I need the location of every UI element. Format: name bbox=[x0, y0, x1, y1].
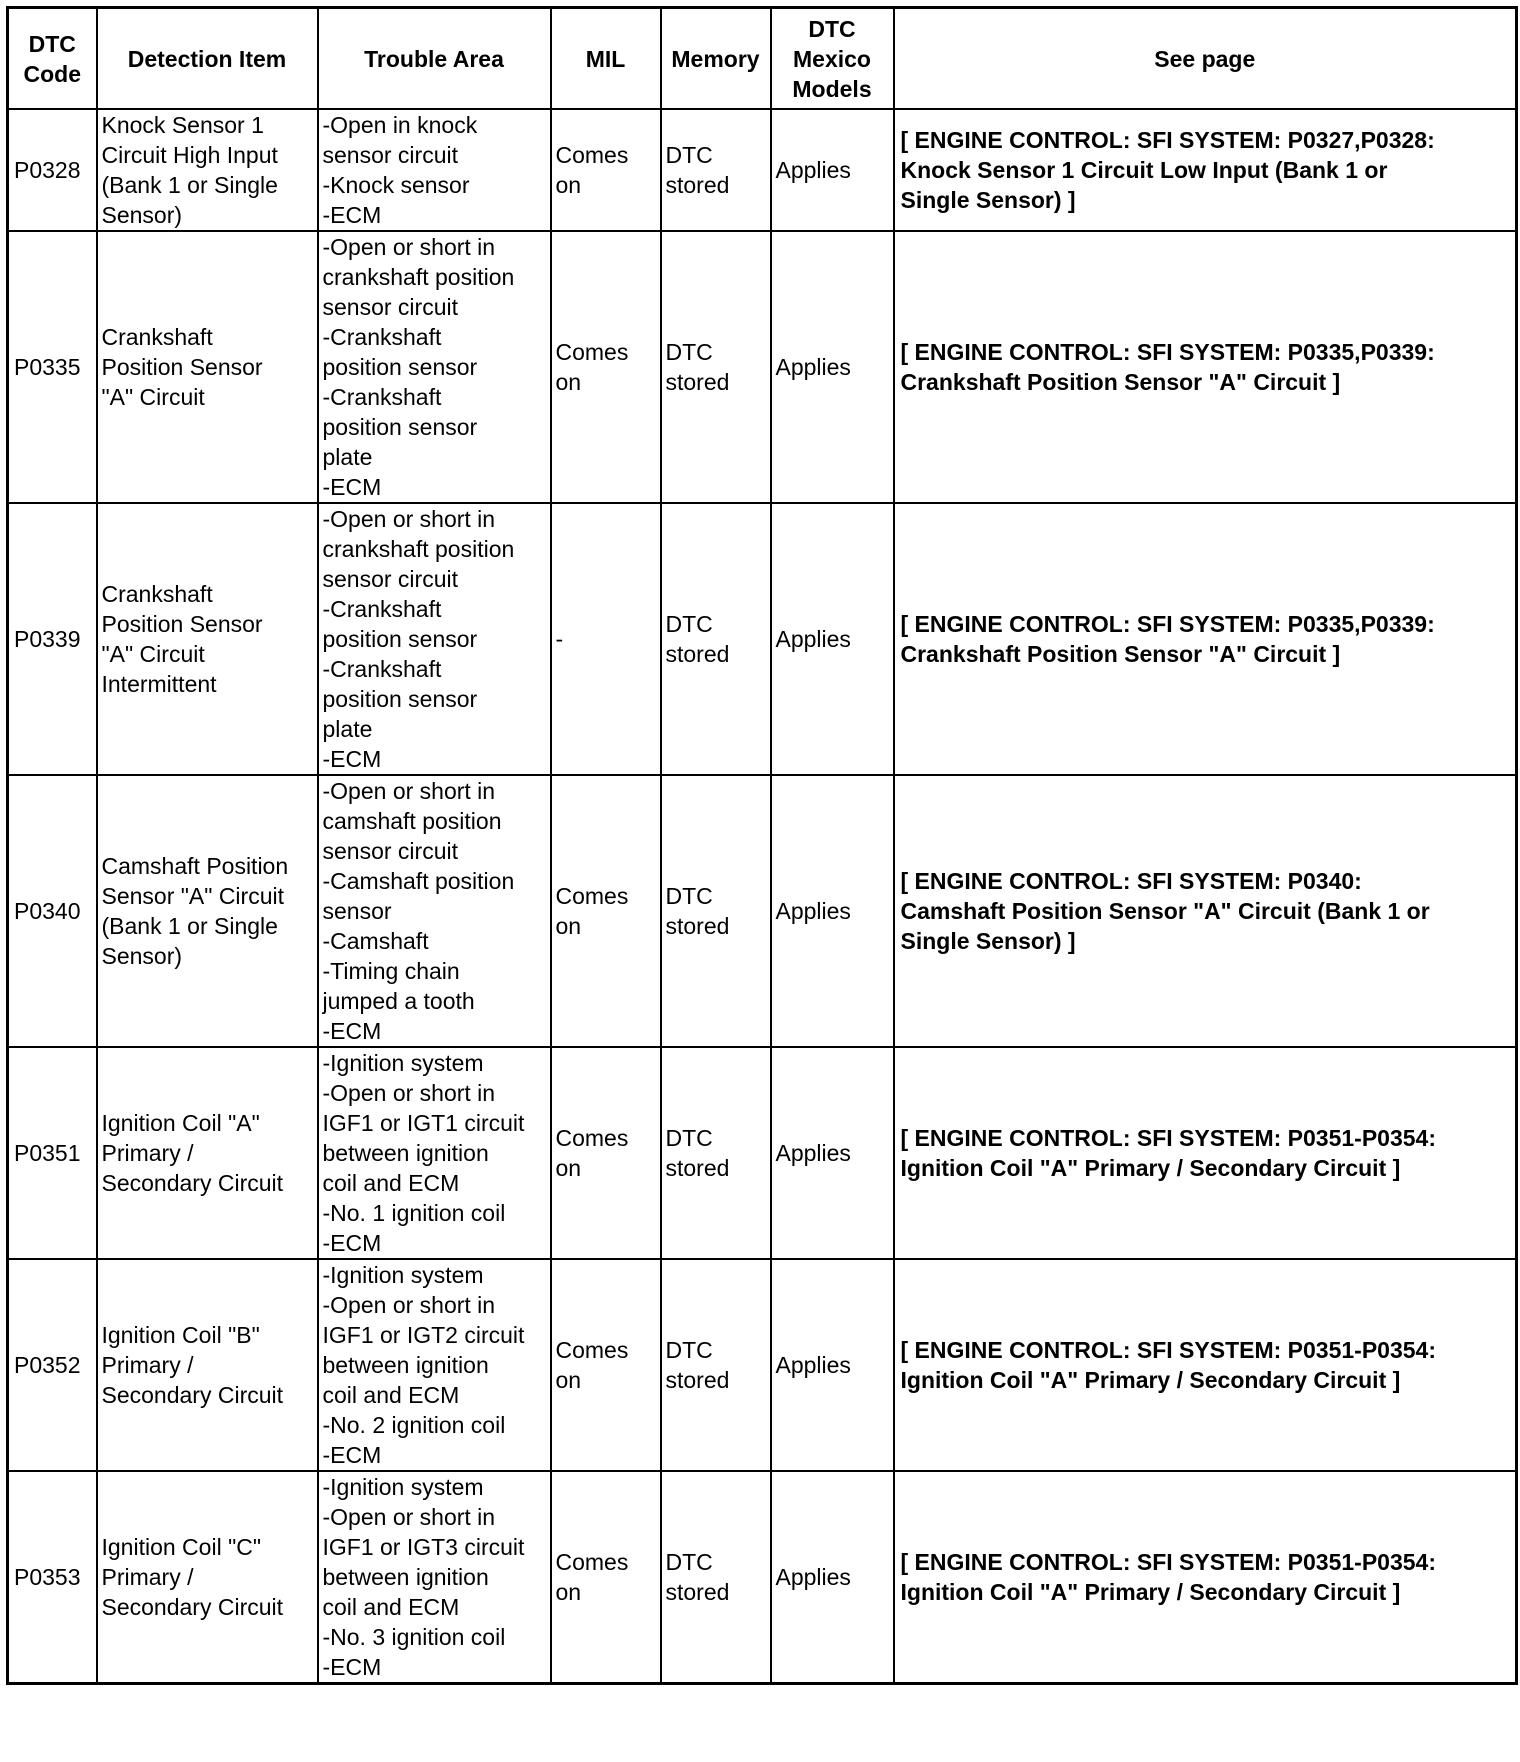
trouble-area-cell: -Ignition system -Open or short in IGF1 or IGT1 circuit between ignition coil and ECM -No. 1 ignition coil -ECM bbox=[318, 1047, 551, 1259]
memory-cell: DTC stored bbox=[661, 1047, 771, 1259]
mexico-models-cell: Applies bbox=[771, 1047, 894, 1259]
header-detection-item: Detection Item bbox=[97, 8, 318, 110]
see-page-link[interactable]: [ ENGINE CONTROL: SFI SYSTEM: P0351-P0354: Ignition Coil "A" Primary / Secondary Circuit ] bbox=[894, 1047, 1517, 1259]
header-mexico-models: DTC Mexico Models bbox=[771, 8, 894, 110]
mil-cell: Comes on bbox=[551, 775, 661, 1047]
header-trouble-area: Trouble Area bbox=[318, 8, 551, 110]
dtc-code-cell: P0351 bbox=[8, 1047, 97, 1259]
mil-cell: - bbox=[551, 503, 661, 775]
table-row bbox=[8, 1047, 1517, 1259]
table-row bbox=[8, 503, 1517, 775]
table-row bbox=[8, 1259, 1517, 1471]
memory-cell: DTC stored bbox=[661, 503, 771, 775]
trouble-area-cell: -Open or short in crankshaft position sensor circuit -Crankshaft position sensor -Crankshaft position sensor plate -ECM bbox=[318, 503, 551, 775]
detection-item-cell: Crankshaft Position Sensor "A" Circuit Intermittent bbox=[97, 503, 318, 775]
mexico-models-cell: Applies bbox=[771, 231, 894, 503]
mil-cell: Comes on bbox=[551, 109, 661, 231]
detection-item-cell: Ignition Coil "C" Primary / Secondary Circuit bbox=[97, 1471, 318, 1684]
see-page-link[interactable]: [ ENGINE CONTROL: SFI SYSTEM: P0351-P0354: Ignition Coil "A" Primary / Secondary Circuit ] bbox=[894, 1259, 1517, 1471]
trouble-area-cell: -Ignition system -Open or short in IGF1 or IGT3 circuit between ignition coil and ECM -No. 3 ignition coil -ECM bbox=[318, 1471, 551, 1684]
table-row bbox=[8, 1471, 1517, 1684]
trouble-area-cell: -Open in knock sensor circuit -Knock sensor -ECM bbox=[318, 109, 551, 231]
trouble-area-cell: -Open or short in crankshaft position sensor circuit -Crankshaft position sensor -Crankshaft position sensor plate -ECM bbox=[318, 231, 551, 503]
detection-item-cell: Knock Sensor 1 Circuit High Input (Bank 1 or Single Sensor) bbox=[97, 109, 318, 231]
mexico-models-cell: Applies bbox=[771, 503, 894, 775]
memory-cell: DTC stored bbox=[661, 1259, 771, 1471]
see-page-link[interactable]: [ ENGINE CONTROL: SFI SYSTEM: P0327,P0328: Knock Sensor 1 Circuit Low Input (Bank 1 or Single Sensor) ] bbox=[894, 109, 1517, 231]
dtc-code-cell: P0352 bbox=[8, 1259, 97, 1471]
mexico-models-cell: Applies bbox=[771, 1471, 894, 1684]
dtc-code-cell: P0328 bbox=[8, 109, 97, 231]
see-page-link[interactable]: [ ENGINE CONTROL: SFI SYSTEM: P0351-P0354: Ignition Coil "A" Primary / Secondary Circuit ] bbox=[894, 1471, 1517, 1684]
table-row bbox=[8, 109, 1517, 231]
header-dtc-code: DTC Code bbox=[8, 8, 97, 110]
dtc-code-cell: P0335 bbox=[8, 231, 97, 503]
header-memory: Memory bbox=[661, 8, 771, 110]
mil-cell: Comes on bbox=[551, 1047, 661, 1259]
mil-cell: Comes on bbox=[551, 1259, 661, 1471]
dtc-code-cell: P0353 bbox=[8, 1471, 97, 1684]
dtc-code-cell: P0340 bbox=[8, 775, 97, 1047]
memory-cell: DTC stored bbox=[661, 231, 771, 503]
mil-cell: Comes on bbox=[551, 1471, 661, 1684]
mexico-models-cell: Applies bbox=[771, 109, 894, 231]
dtc-code-cell: P0339 bbox=[8, 503, 97, 775]
memory-cell: DTC stored bbox=[661, 1471, 771, 1684]
trouble-area-cell: -Open or short in camshaft position sensor circuit -Camshaft position sensor -Camshaft -Timing chain jumped a tooth -ECM bbox=[318, 775, 551, 1047]
header-see-page: See page bbox=[894, 8, 1517, 110]
see-page-link[interactable]: [ ENGINE CONTROL: SFI SYSTEM: P0335,P0339: Crankshaft Position Sensor "A" Circuit ] bbox=[894, 231, 1517, 503]
detection-item-cell: Ignition Coil "B" Primary / Secondary Circuit bbox=[97, 1259, 318, 1471]
detection-item-cell: Ignition Coil "A" Primary / Secondary Circuit bbox=[97, 1047, 318, 1259]
trouble-area-cell: -Ignition system -Open or short in IGF1 or IGT2 circuit between ignition coil and ECM -No. 2 ignition coil -ECM bbox=[318, 1259, 551, 1471]
detection-item-cell: Crankshaft Position Sensor "A" Circuit bbox=[97, 231, 318, 503]
dtc-table bbox=[6, 6, 1518, 1685]
dtc-body bbox=[8, 109, 1517, 1684]
mexico-models-cell: Applies bbox=[771, 775, 894, 1047]
see-page-link[interactable]: [ ENGINE CONTROL: SFI SYSTEM: P0340: Camshaft Position Sensor "A" Circuit (Bank 1 or Single Sensor) ] bbox=[894, 775, 1517, 1047]
table-row bbox=[8, 231, 1517, 503]
header-row bbox=[8, 8, 1517, 110]
table-row bbox=[8, 775, 1517, 1047]
memory-cell: DTC stored bbox=[661, 775, 771, 1047]
mil-cell: Comes on bbox=[551, 231, 661, 503]
memory-cell: DTC stored bbox=[661, 109, 771, 231]
mexico-models-cell: Applies bbox=[771, 1259, 894, 1471]
header-mil: MIL bbox=[551, 8, 661, 110]
detection-item-cell: Camshaft Position Sensor "A" Circuit (Bank 1 or Single Sensor) bbox=[97, 775, 318, 1047]
see-page-link[interactable]: [ ENGINE CONTROL: SFI SYSTEM: P0335,P0339: Crankshaft Position Sensor "A" Circuit ] bbox=[894, 503, 1517, 775]
